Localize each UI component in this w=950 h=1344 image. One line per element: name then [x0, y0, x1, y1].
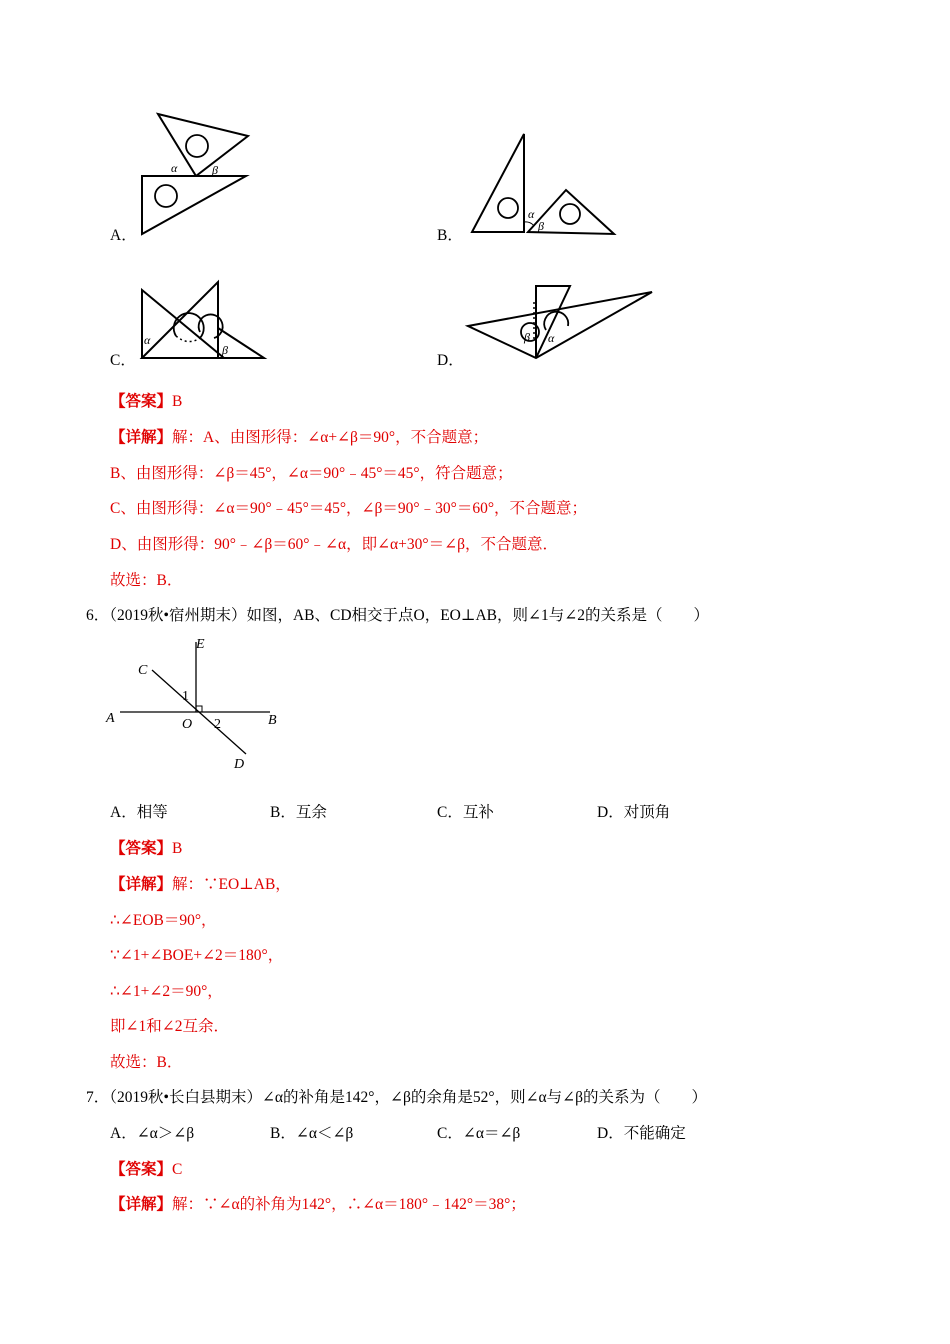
figure-d-beta: β — [524, 330, 530, 344]
q6-option-a: A．相等 — [110, 804, 168, 821]
option-d-label: D． — [437, 352, 464, 369]
q6-label-c: C — [138, 663, 148, 678]
figure-c-beta: β — [222, 343, 228, 357]
q7-option-a: A．∠α＞∠β — [110, 1125, 195, 1142]
option-c-label: C． — [110, 352, 136, 369]
option-b-label: B． — [437, 227, 463, 244]
q6-detail-tag: 【详解】 — [110, 876, 173, 893]
q7-option-c: C．∠α＝∠β — [437, 1125, 521, 1142]
q6-figure — [100, 632, 290, 772]
q7-stem: 7．（2019秋•长白县期末）∠α的补角是142°，∠β的余角是52°，则∠α与∠β的关系为（ ） — [86, 1089, 708, 1106]
figure-a-alpha: α — [171, 161, 178, 175]
q6-detail-line-3: ∵∠1+∠BOE+∠2＝180°， — [110, 947, 284, 964]
figure-a-triangles — [130, 108, 260, 238]
q6-detail-line-1: 【详解】解：∵EO⊥AB， — [110, 876, 291, 893]
q5-detail-line-1: 【详解】解：A、由图形得：∠α+∠β＝90°，不合题意； — [110, 429, 489, 446]
q5-detail-line-3: C、由图形得：∠α＝90°﹣45°＝45°，∠β＝90°﹣30°＝60°，不合题意； — [110, 500, 588, 517]
q6-answer-value: B — [172, 840, 183, 857]
q5-answer — [110, 392, 182, 412]
q6-answer-tag: 【答案】 — [110, 840, 173, 857]
q6-detail-line-6: 故选：B． — [110, 1054, 183, 1071]
q7-number: 7． — [86, 1089, 110, 1106]
q6-answer — [110, 839, 182, 859]
q6-option-b: B．互余 — [270, 804, 327, 821]
q6-option-c: C．互补 — [437, 804, 494, 821]
q5-detail-line-5: 故选：B． — [110, 572, 183, 589]
q7-option-d: D．不能确定 — [597, 1125, 686, 1142]
figure-d-alpha: α — [548, 331, 555, 345]
q5-detail-tag: 【详解】 — [110, 429, 173, 446]
figure-b-alpha: α — [528, 207, 535, 221]
q6-stem: 6．（2019秋•宿州期末）如图，AB、CD相交于点O，EO⊥AB，则∠1与∠2的关系是（ ） — [86, 607, 709, 624]
q7-answer-value: C — [172, 1161, 183, 1178]
q7-option-b: B．∠α＜∠β — [270, 1125, 354, 1142]
q6-label-2: 2 — [214, 717, 221, 732]
q6-detail-line-5: 即∠1和∠2互余． — [110, 1018, 229, 1035]
option-a-label: A． — [110, 227, 137, 244]
q6-label-b: B — [268, 713, 277, 728]
q6-option-d: D．对顶角 — [597, 804, 671, 821]
q6-label-e: E — [196, 637, 205, 652]
q5-answer-value: B — [172, 393, 183, 410]
figure-a-beta: β — [212, 163, 218, 177]
q6-label-a: A — [106, 711, 115, 726]
q6-detail-line-4: ∴∠1+∠2＝90°， — [110, 983, 223, 1000]
q7-answer-tag: 【答案】 — [110, 1161, 173, 1178]
q6-label-1: 1 — [182, 689, 189, 704]
q6-number: 6． — [86, 607, 110, 624]
q6-label-o: O — [182, 717, 193, 732]
q6-label-d: D — [234, 757, 245, 772]
q7-answer — [110, 1160, 182, 1180]
figure-d-triangles — [464, 284, 658, 364]
figure-b-triangles — [468, 130, 618, 238]
q7-detail-line-1: 【详解】解：∵∠α的补角为142°，∴∠α＝180°﹣142°＝38°； — [110, 1196, 526, 1213]
q5-detail-line-2: B、由图形得：∠β＝45°，∠α＝90°﹣45°＝45°，符合题意； — [110, 465, 513, 482]
q6-detail-line-2: ∴∠EOB＝90°， — [110, 912, 217, 929]
figure-c-alpha: α — [144, 333, 151, 347]
q7-detail-tag: 【详解】 — [110, 1196, 173, 1213]
q5-detail-line-4: D、由图形得：90°﹣∠β＝60°﹣∠α，即∠α+30°＝∠β，不合题意． — [110, 536, 558, 553]
figure-c-triangles — [136, 276, 268, 364]
figure-b-beta: β — [538, 219, 544, 233]
q5-answer-tag: 【答案】 — [110, 393, 173, 410]
